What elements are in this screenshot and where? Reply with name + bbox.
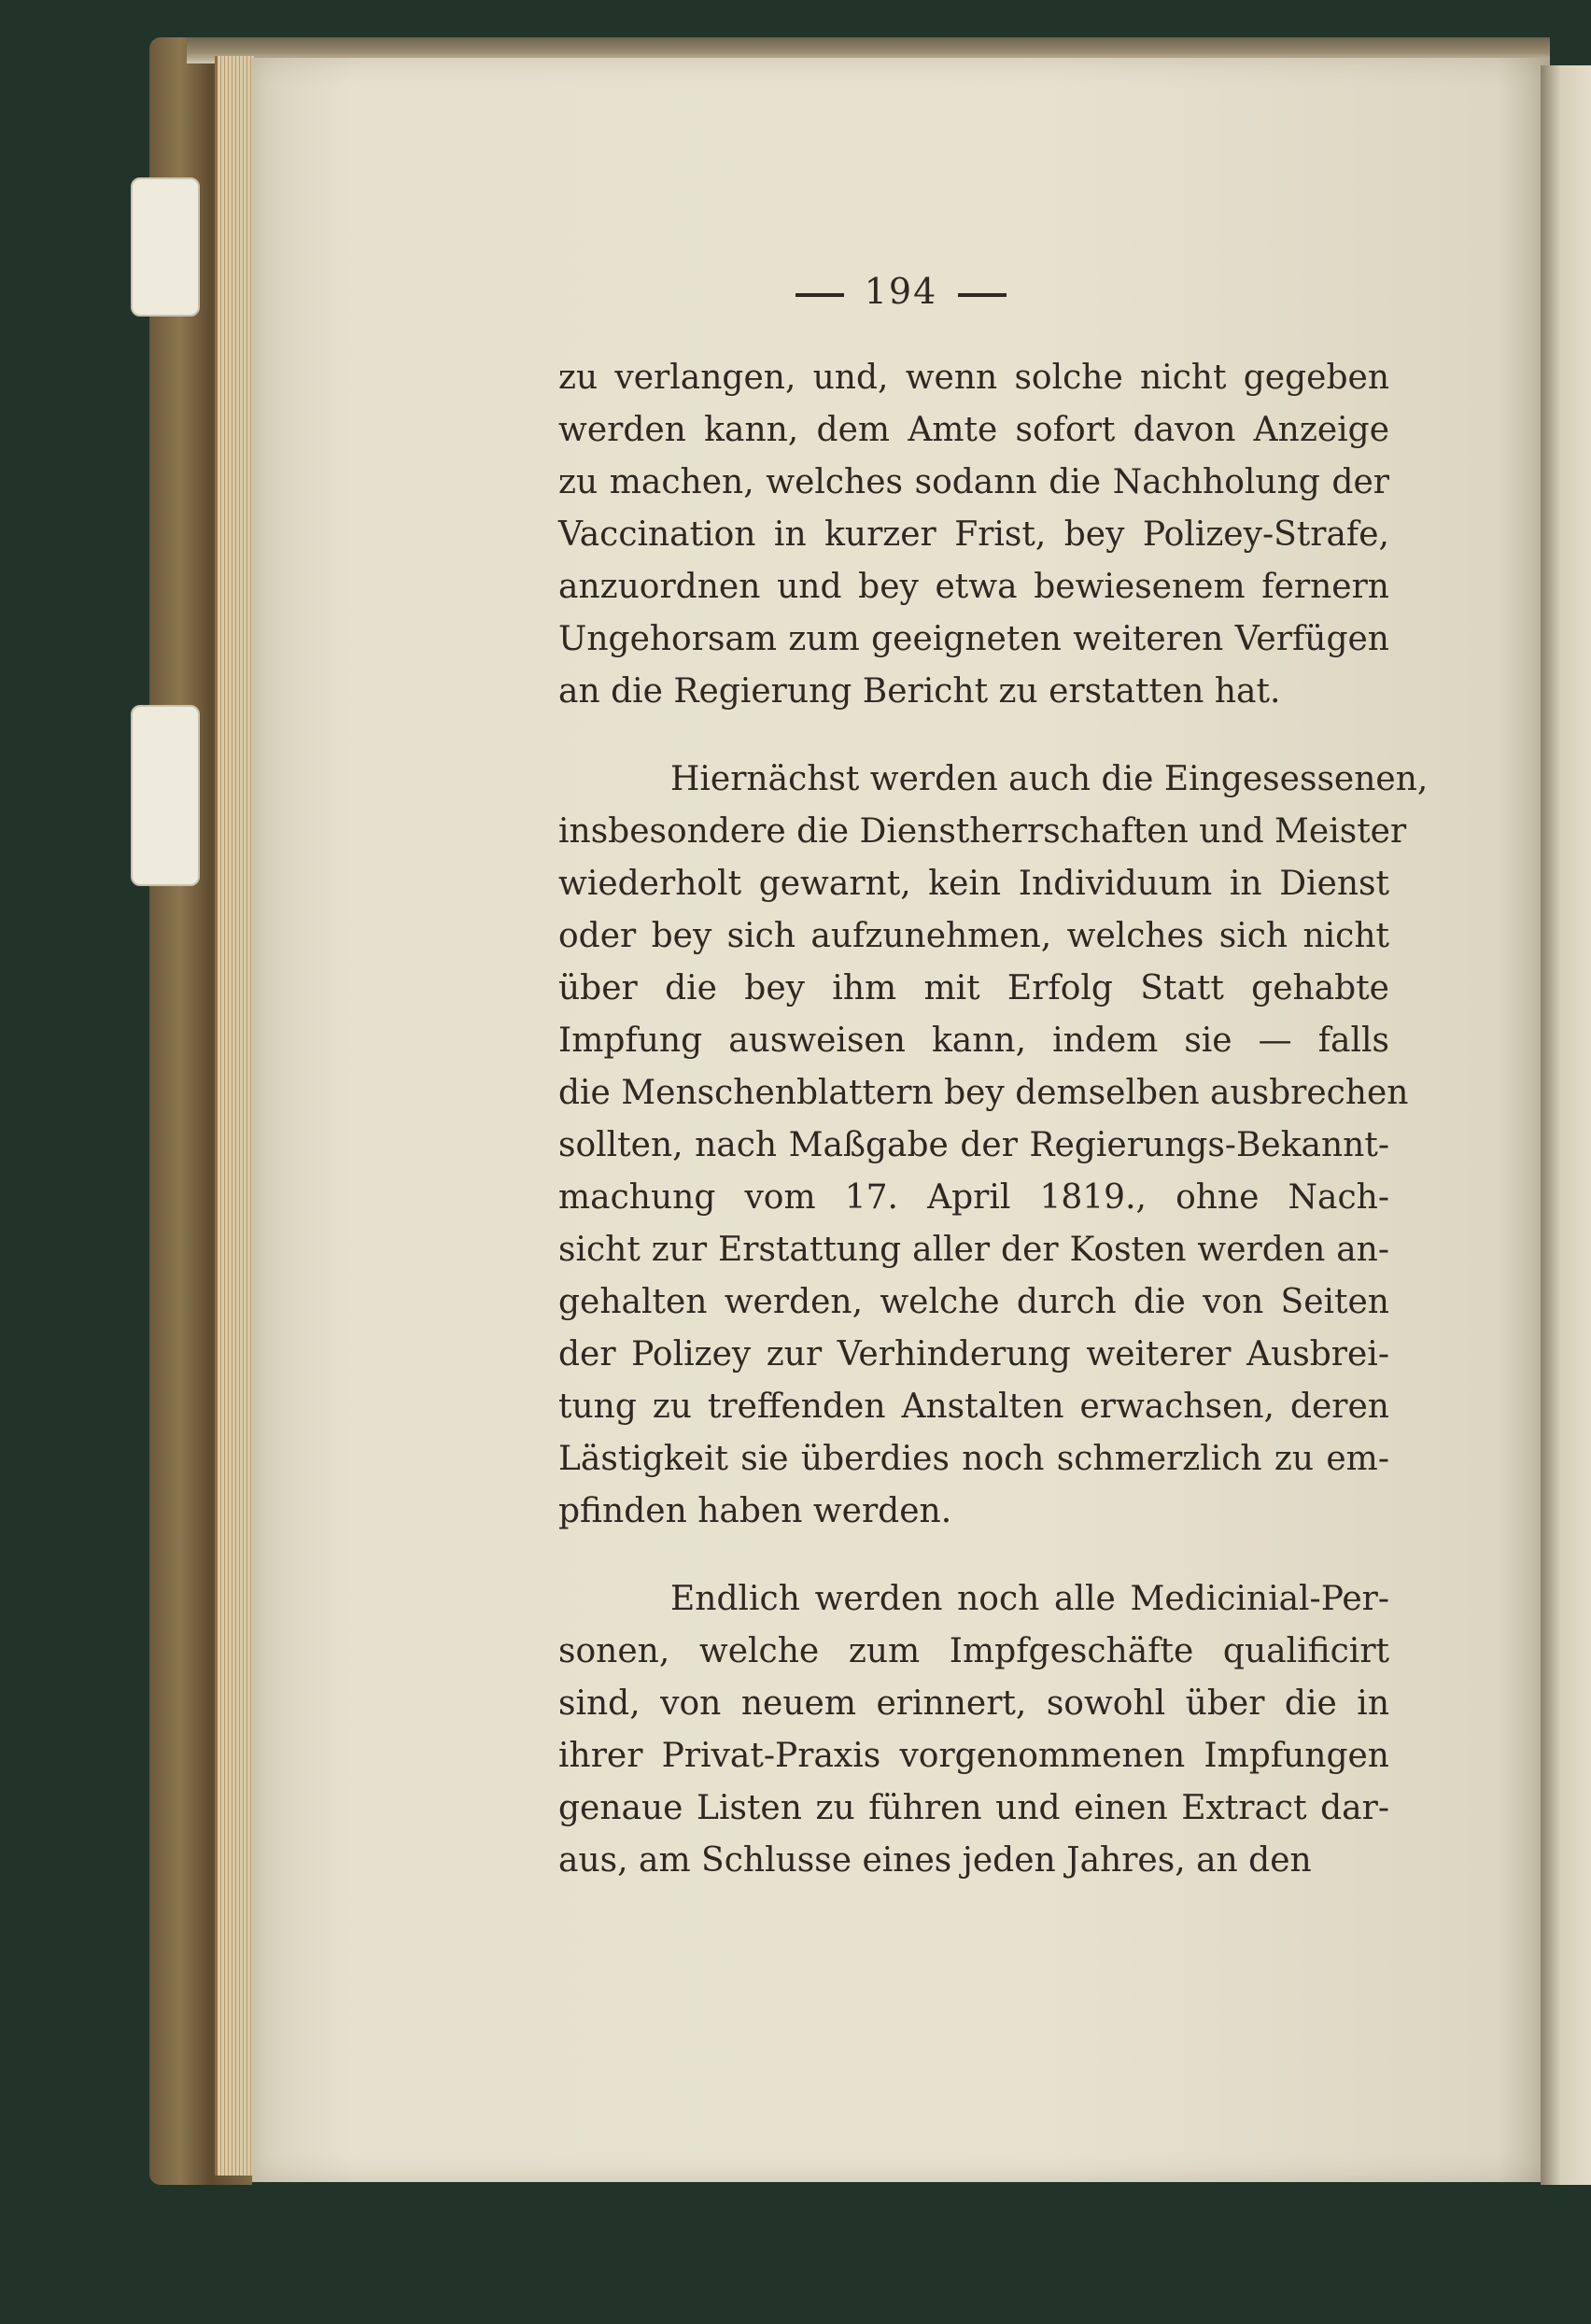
text-line: Hiernächst werden auch die Eingesessenen, [670, 760, 1429, 798]
text-line: an die Regierung Bericht zu erstatten hat. [558, 672, 1281, 711]
text-line: Lästigkeit sie überdies noch schmerzlich zu em- [558, 1440, 1389, 1478]
paragraph [558, 754, 1429, 1538]
text-line: insbesondere die Dienstherrschaften und Meister [558, 812, 1407, 851]
text-line: sollten, nach Maßgabe der Regierungs-Bekannt- [558, 1126, 1389, 1164]
header-dash-left [796, 293, 844, 297]
text-line: Impfung ausweisen kann, indem sie — falls [558, 1021, 1389, 1060]
text-line: Ungehorsam zum geeigneten weiteren Verfügen [558, 620, 1389, 658]
text-line: anzuordnen und bey etwa bewiesenem fernern [558, 568, 1389, 606]
page-number: 194 [864, 271, 938, 312]
text-line: wiederholt gewarnt, kein Individuum in Dienst [558, 865, 1389, 903]
text-line: über die bey ihm mit Erfolg Statt gehabte [558, 969, 1389, 1007]
text-line: sicht zur Erstattung aller der Kosten werden an- [558, 1231, 1389, 1269]
facing-page-edge [1541, 65, 1591, 2185]
text-line: machung vom 17. April 1819., ohne Nach- [558, 1178, 1389, 1217]
text-line: zu verlangen, und, wenn solche nicht gegeben [558, 359, 1389, 397]
text-line: der Polizey zur Verhinderung weiterer Ausbrei- [558, 1335, 1389, 1373]
text-line: sind, von neuem erinnert, sowohl über die in [558, 1684, 1389, 1723]
paragraph-gap [558, 1538, 1389, 1573]
paragraph-gap [558, 718, 1389, 754]
page-header [252, 271, 1550, 312]
text-line: tung zu treffenden Anstalten erwachsen, deren [558, 1387, 1389, 1426]
spine-tab-middle [131, 705, 200, 886]
paragraph [558, 1573, 1389, 1887]
text-line: ihrer Privat-Praxis vorgenommenen Impfungen [558, 1737, 1389, 1775]
spine-tab-top [131, 177, 200, 317]
text-line: Vaccination in kurzer Frist, bey Polizey-Strafe, [558, 515, 1389, 554]
text-line: pfinden haben werden. [558, 1492, 952, 1530]
header-dash-right [958, 293, 1007, 297]
page-stack-edge [215, 56, 255, 2176]
text-line: Endlich werden noch alle Medicinial-Per- [670, 1580, 1389, 1618]
text-line: gehalten werden, welche durch die von Seiten [558, 1283, 1389, 1321]
text-line: genaue Listen zu führen und einen Extract dar- [558, 1789, 1389, 1827]
text-line: sonen, welche zum Impfgeschäfte qualificirt [558, 1632, 1389, 1670]
text-line: zu machen, welches sodann die Nachholung der [558, 463, 1389, 501]
text-line: oder bey sich aufzunehmen, welches sich nicht [558, 917, 1389, 955]
paragraph [558, 352, 1389, 718]
text-line: die Menschenblattern bey demselben ausbrechen [558, 1074, 1409, 1112]
body-text [558, 352, 1429, 1887]
text-line: aus, am Schlusse eines jeden Jahres, an den [558, 1841, 1312, 1880]
text-line: werden kann, dem Amte sofort davon Anzeige [558, 411, 1389, 449]
